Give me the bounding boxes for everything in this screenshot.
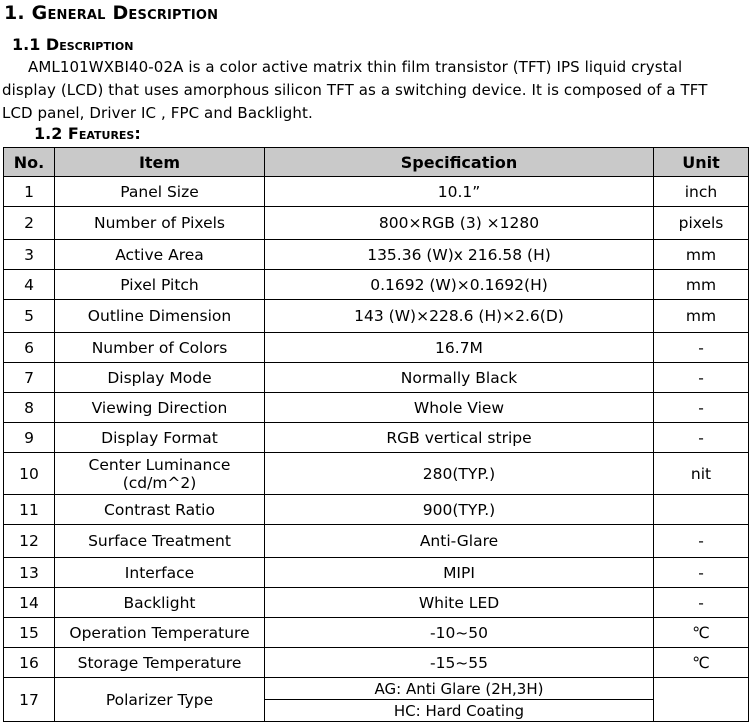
column-header-unit: Unit [654,148,749,177]
row-spec: MIPI [265,558,654,588]
description-line: AML101WXBI40-02A is a color active matrix thin film transistor (TFT) IPS liquid crystal [28,58,683,76]
row-spec: AG: Anti Glare (2H,3H) [265,678,654,700]
row-unit [654,678,749,722]
row-unit: nit [654,453,749,495]
row-item: Backlight [55,588,265,618]
row-unit: - [654,558,749,588]
column-header-item: Item [55,148,265,177]
table-row [4,333,749,363]
row-unit: ℃ [654,648,749,678]
row-item: Outline Dimension [55,300,265,333]
row-no: 11 [4,495,55,525]
row-unit: - [654,588,749,618]
row-no: 7 [4,363,55,393]
row-unit: pixels [654,207,749,240]
description-paragraph [2,56,747,125]
row-no: 15 [4,618,55,648]
row-item: Number of Colors [55,333,265,363]
row-item: Storage Temperature [55,648,265,678]
row-spec: Whole View [265,393,654,423]
column-header-no: No. [4,148,55,177]
row-item: Polarizer Type [55,678,265,722]
column-header-specification: Specification [265,148,654,177]
row-spec: 135.36 (W)x 216.58 (H) [265,240,654,270]
table-row [4,177,749,207]
row-spec: -15~55 [265,648,654,678]
table-row [4,495,749,525]
row-spec: 16.7M [265,333,654,363]
row-no: 10 [4,453,55,495]
row-no: 14 [4,588,55,618]
row-no: 6 [4,333,55,363]
row-spec: 800×RGB (3) ×1280 [265,207,654,240]
row-unit: mm [654,300,749,333]
row-unit: mm [654,240,749,270]
row-item [55,453,265,495]
row-item: Surface Treatment [55,525,265,558]
table-header-row [4,148,749,177]
row-no: 5 [4,300,55,333]
row-item: Operation Temperature [55,618,265,648]
row-spec: -10~50 [265,618,654,648]
features-heading: 1.2 Features: [34,124,141,143]
row-no: 4 [4,270,55,300]
table-row [4,558,749,588]
features-table [3,147,749,722]
section-title: 1. General Description [4,2,219,24]
row-spec: 143 (W)×228.6 (H)×2.6(D) [265,300,654,333]
description-line: LCD panel, Driver IC , FPC and Backlight. [2,104,313,122]
table-row [4,588,749,618]
row-item-line: Center Luminance [88,455,231,474]
row-item: Viewing Direction [55,393,265,423]
row-item: Number of Pixels [55,207,265,240]
row-unit: ℃ [654,618,749,648]
table-row [4,525,749,558]
row-unit: - [654,363,749,393]
row-spec: 10.1” [265,177,654,207]
table-row [4,393,749,423]
table-row [4,270,749,300]
description-heading: 1.1 Description [12,35,134,54]
row-spec: White LED [265,588,654,618]
table-row [4,453,749,495]
row-unit: - [654,525,749,558]
row-unit: - [654,333,749,363]
row-no: 2 [4,207,55,240]
row-no: 17 [4,678,55,722]
row-spec: HC: Hard Coating [265,700,654,722]
row-spec: 280(TYP.) [265,453,654,495]
table-row [4,300,749,333]
row-item: Display Mode [55,363,265,393]
row-spec: 0.1692 (W)×0.1692(H) [265,270,654,300]
table-row [4,678,749,700]
table-row [4,363,749,393]
row-unit: - [654,393,749,423]
row-item: Panel Size [55,177,265,207]
table-row [4,618,749,648]
row-item-line: (cd/m^2) [122,473,197,492]
row-no: 16 [4,648,55,678]
row-spec: Anti-Glare [265,525,654,558]
row-no: 9 [4,423,55,453]
row-no: 3 [4,240,55,270]
row-no: 1 [4,177,55,207]
row-unit: mm [654,270,749,300]
table-row [4,240,749,270]
row-no: 12 [4,525,55,558]
row-unit: - [654,423,749,453]
row-no: 13 [4,558,55,588]
table-row [4,648,749,678]
row-item: Contrast Ratio [55,495,265,525]
row-spec: RGB vertical stripe [265,423,654,453]
row-spec: Normally Black [265,363,654,393]
row-unit: inch [654,177,749,207]
row-item: Pixel Pitch [55,270,265,300]
row-item: Active Area [55,240,265,270]
row-no: 8 [4,393,55,423]
row-spec: 900(TYP.) [265,495,654,525]
table-row [4,207,749,240]
row-unit [654,495,749,525]
row-item: Interface [55,558,265,588]
description-line: display (LCD) that uses amorphous silicon TFT as a switching device. It is composed of a TFT [2,81,708,99]
table-row [4,423,749,453]
row-item: Display Format [55,423,265,453]
